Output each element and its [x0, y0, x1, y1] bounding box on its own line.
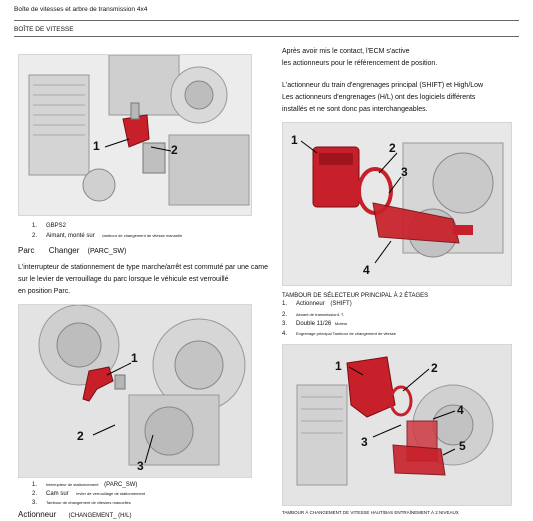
- callout-2: 2: [431, 361, 438, 375]
- park-switch-paragraph: L'interrupteur de stationnement de type marche/arrêt est commuté par une came sur le levier de verrouillage du parc lorsque le véhicule est verrouillé en position Parc.: [18, 264, 268, 295]
- figure-gbps2-photo: [18, 54, 252, 216]
- figure2-legend-3: 3. Double 11/26 Moteur: [282, 321, 348, 327]
- figure1-legend-2: 2. Aimant, monté sur tambour de changement de vitesse manuelle: [32, 233, 183, 239]
- callout-1: 1: [93, 139, 100, 153]
- callout-3: 3: [361, 435, 368, 449]
- callout-4: 4: [457, 403, 464, 417]
- figure-shift-actuator-photo: [282, 122, 512, 286]
- document-header: Boîte de vitesses et arbre de transmission 4x4: [14, 6, 148, 13]
- callout-2: 2: [389, 141, 396, 155]
- right-intro-paragraph: Après avoir mis le contact, l'ECM s'active les actionneurs pour le référencement de position.: [282, 48, 438, 67]
- figure2-legend-1: 1. Actionneur (SHIFT): [282, 301, 352, 307]
- callout-4: 4: [363, 263, 370, 277]
- figure2-legend-4: 4. Engrenage principal Tambour de changement de vitesse: [282, 331, 396, 337]
- section-rule: [14, 36, 519, 37]
- figure3-legend-3: 3. Tambour de changement de vitesses manuelles: [32, 500, 131, 506]
- callout-3: 3: [401, 165, 408, 179]
- callout-1: 1: [291, 133, 298, 147]
- figure2-legend-2: 2. Aimant de transmission1 T.: [282, 312, 344, 318]
- figure-park-switch-photo: [18, 304, 252, 478]
- right-actuator-paragraph: L'actionneur du train d'engrenages principal (SHIFT) et High/Low Les actionneurs d'engrenages (H/L) ont des logiciels différents installés et ne sont donc pas interchangeables.: [282, 82, 484, 113]
- figure3-legend-1: 1. Interrupteur de stationnement (PARC_SW): [32, 482, 138, 488]
- figure-high-low-actuator-photo: [282, 344, 512, 506]
- callout-1: 1: [131, 351, 138, 365]
- actuator-heading: Actionneur (CHANGEMENT_ (H/L): [18, 510, 132, 519]
- figure4-caption: TAMBOUR À CHANGEMENT DE VITESSE HAUT/BAS ENTRAÎNEMENT À 2 NIVEAUX: [282, 510, 459, 515]
- callout-1: 1: [335, 359, 342, 373]
- callout-2: 2: [171, 143, 178, 157]
- callout-3: 3: [137, 459, 144, 473]
- header-rule: [14, 20, 519, 21]
- section-title: BOÎTE DE VITESSE: [14, 26, 74, 33]
- callout-5: 5: [459, 439, 466, 453]
- figure1-legend-1: 1. GBPS2: [32, 223, 67, 229]
- figure3-legend-2: 2. Cam sur levier de verrouillage de stationnement: [32, 491, 146, 497]
- park-switch-heading: Parc Changer (PARC_SW): [18, 246, 127, 255]
- callout-2: 2: [77, 429, 84, 443]
- figure2-caption: TAMBOUR DE SÉLECTEUR PRINCIPAL À 2 ÉTAGES: [282, 293, 429, 299]
